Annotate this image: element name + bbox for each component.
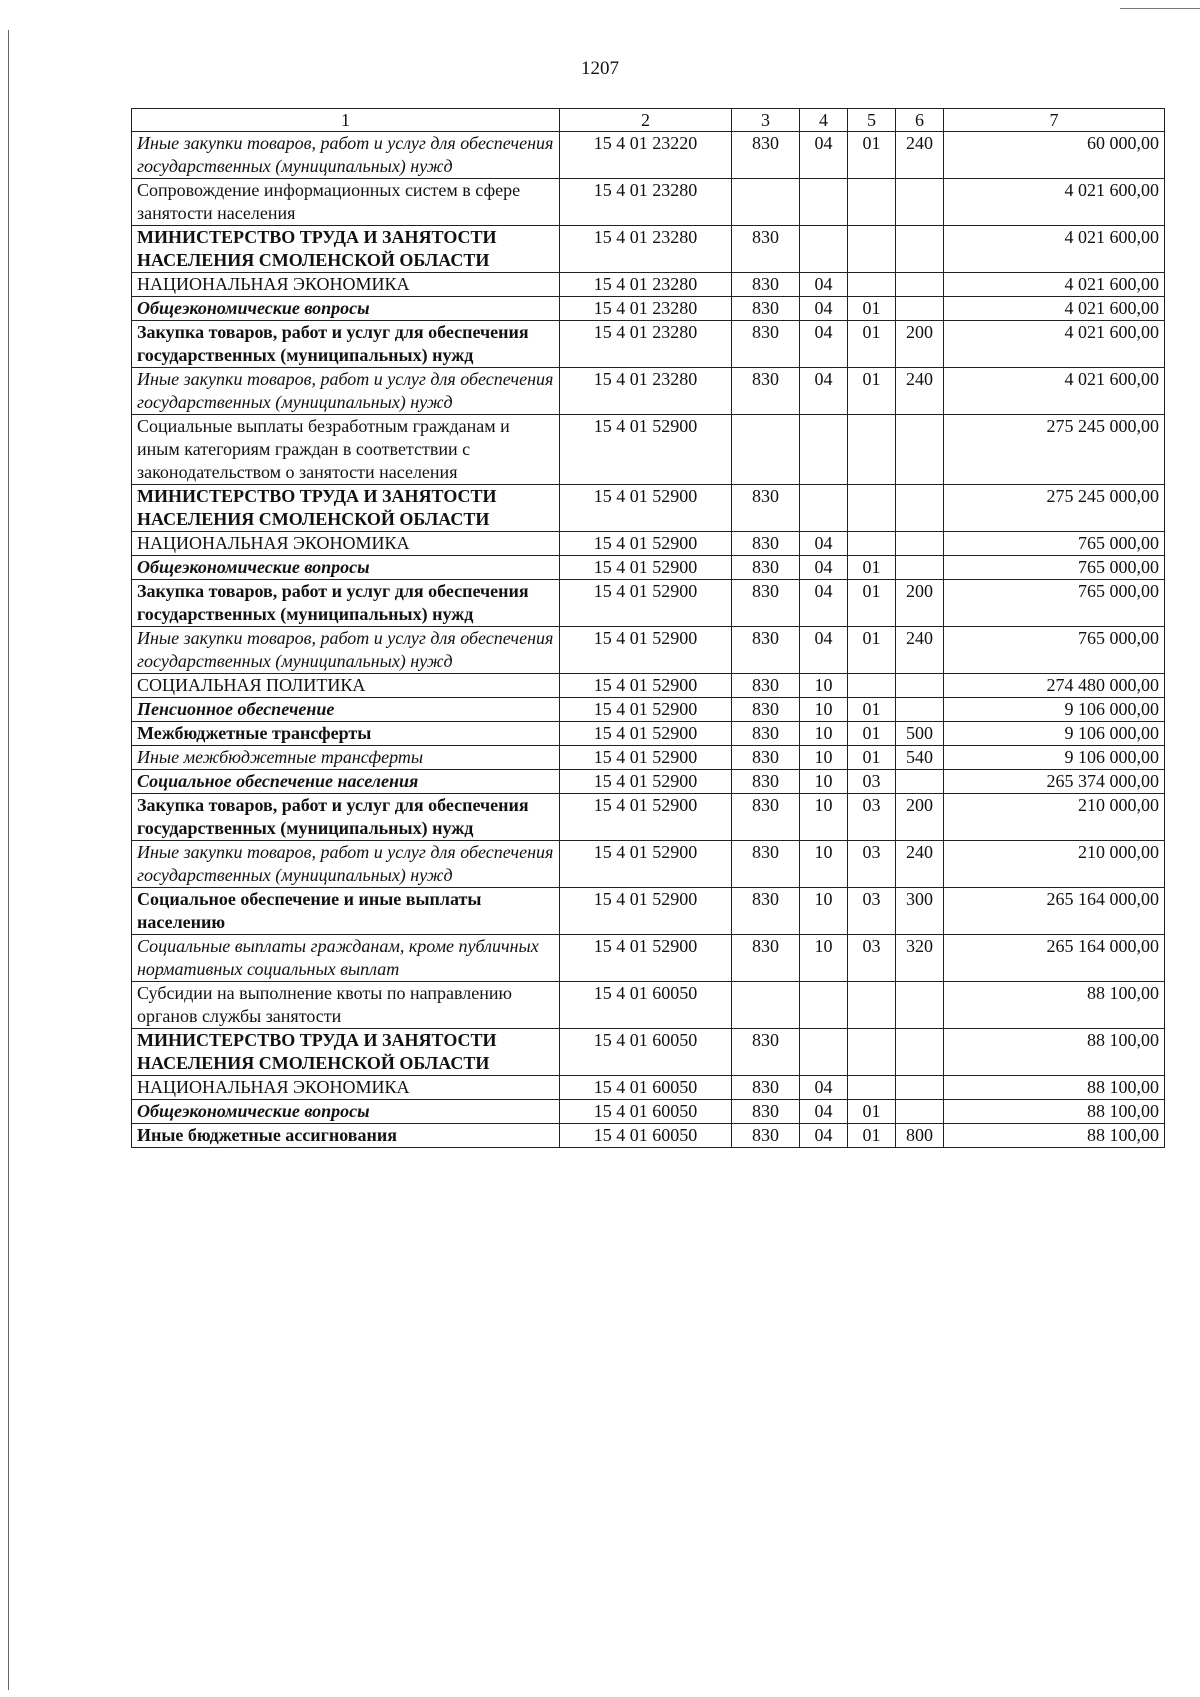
row-col6-cell: [896, 179, 944, 226]
header-col-5: 5: [848, 109, 896, 132]
row-code-cell: 15 4 01 23280: [560, 297, 732, 321]
row-code-cell: 15 4 01 60050: [560, 1100, 732, 1124]
row-col4-cell: 04: [800, 132, 848, 179]
row-col3-cell: 830: [732, 888, 800, 935]
row-col3-cell: 830: [732, 770, 800, 794]
row-name-cell: Иные бюджетные ассигнования: [132, 1124, 560, 1148]
row-col6-cell: [896, 1076, 944, 1100]
table-row: [132, 273, 1165, 297]
row-col5-cell: 01: [848, 368, 896, 415]
row-col5-cell: [848, 179, 896, 226]
table-row: [132, 368, 1165, 415]
row-col3-cell: 830: [732, 132, 800, 179]
row-col3-cell: 830: [732, 1029, 800, 1076]
table-row: [132, 794, 1165, 841]
row-amount-cell: 765 000,00: [944, 556, 1165, 580]
row-col4-cell: 10: [800, 935, 848, 982]
row-col4-cell: 10: [800, 888, 848, 935]
budget-table: [131, 108, 1165, 1148]
table-row: [132, 722, 1165, 746]
row-col3-cell: [732, 415, 800, 485]
header-col-2: 2: [560, 109, 732, 132]
table-row: [132, 297, 1165, 321]
row-col5-cell: 01: [848, 746, 896, 770]
row-col6-cell: 200: [896, 580, 944, 627]
header-col-7: 7: [944, 109, 1165, 132]
row-col5-cell: [848, 982, 896, 1029]
row-col3-cell: 830: [732, 627, 800, 674]
row-col6-cell: 300: [896, 888, 944, 935]
row-name-cell: Иные межбюджетные трансферты: [132, 746, 560, 770]
row-code-cell: 15 4 01 52900: [560, 935, 732, 982]
row-amount-cell: 88 100,00: [944, 1124, 1165, 1148]
row-code-cell: 15 4 01 52900: [560, 722, 732, 746]
row-col4-cell: 04: [800, 321, 848, 368]
row-col5-cell: 01: [848, 132, 896, 179]
row-code-cell: 15 4 01 60050: [560, 1029, 732, 1076]
row-col5-cell: [848, 415, 896, 485]
row-name-cell: МИНИСТЕРСТВО ТРУДА И ЗАНЯТОСТИ НАСЕЛЕНИЯ СМОЛЕНСКОЙ ОБЛАСТИ: [132, 226, 560, 273]
row-name-cell: Общеэкономические вопросы: [132, 556, 560, 580]
row-col3-cell: 830: [732, 368, 800, 415]
row-col3-cell: 830: [732, 580, 800, 627]
row-col5-cell: 01: [848, 698, 896, 722]
row-amount-cell: 265 374 000,00: [944, 770, 1165, 794]
row-name-cell: Социальные выплаты гражданам, кроме публичных нормативных социальных выплат: [132, 935, 560, 982]
table-row: [132, 935, 1165, 982]
row-col4-cell: 04: [800, 1100, 848, 1124]
row-name-cell: Социальное обеспечение и иные выплаты населению: [132, 888, 560, 935]
row-col4-cell: 04: [800, 532, 848, 556]
row-col6-cell: [896, 485, 944, 532]
row-code-cell: 15 4 01 52900: [560, 746, 732, 770]
row-col6-cell: 240: [896, 627, 944, 674]
table-row: [132, 888, 1165, 935]
row-col5-cell: [848, 532, 896, 556]
row-name-cell: Субсидии на выполнение квоты по направлению органов службы занятости: [132, 982, 560, 1029]
row-col3-cell: 830: [732, 698, 800, 722]
row-code-cell: 15 4 01 52900: [560, 532, 732, 556]
row-code-cell: 15 4 01 52900: [560, 794, 732, 841]
row-name-cell: Иные закупки товаров, работ и услуг для обеспечения государственных (муниципальных) нужд: [132, 627, 560, 674]
row-col4-cell: 10: [800, 841, 848, 888]
row-code-cell: 15 4 01 23220: [560, 132, 732, 179]
row-amount-cell: 88 100,00: [944, 1029, 1165, 1076]
row-name-cell: Иные закупки товаров, работ и услуг для обеспечения государственных (муниципальных) нужд: [132, 368, 560, 415]
row-code-cell: 15 4 01 52900: [560, 627, 732, 674]
row-code-cell: 15 4 01 52900: [560, 485, 732, 532]
row-col5-cell: 03: [848, 841, 896, 888]
row-col6-cell: 240: [896, 841, 944, 888]
row-col6-cell: 200: [896, 321, 944, 368]
row-col4-cell: 04: [800, 1124, 848, 1148]
row-col4-cell: 04: [800, 368, 848, 415]
row-col6-cell: [896, 297, 944, 321]
row-name-cell: Закупка товаров, работ и услуг для обеспечения государственных (муниципальных) нужд: [132, 321, 560, 368]
table-row: [132, 532, 1165, 556]
row-code-cell: 15 4 01 60050: [560, 1124, 732, 1148]
row-code-cell: 15 4 01 52900: [560, 841, 732, 888]
row-amount-cell: 4 021 600,00: [944, 226, 1165, 273]
table-row: [132, 580, 1165, 627]
row-code-cell: 15 4 01 52900: [560, 415, 732, 485]
row-amount-cell: 9 106 000,00: [944, 746, 1165, 770]
row-amount-cell: 88 100,00: [944, 1076, 1165, 1100]
table-row: [132, 1029, 1165, 1076]
row-name-cell: Социальные выплаты безработным гражданам и иным категориям граждан в соответствии с законодательством о занятости населения: [132, 415, 560, 485]
row-amount-cell: 275 245 000,00: [944, 415, 1165, 485]
row-col6-cell: [896, 532, 944, 556]
row-amount-cell: 4 021 600,00: [944, 297, 1165, 321]
table-row: [132, 770, 1165, 794]
row-col3-cell: 830: [732, 746, 800, 770]
row-name-cell: МИНИСТЕРСТВО ТРУДА И ЗАНЯТОСТИ НАСЕЛЕНИЯ СМОЛЕНСКОЙ ОБЛАСТИ: [132, 485, 560, 532]
row-col5-cell: 03: [848, 770, 896, 794]
row-col5-cell: [848, 226, 896, 273]
row-name-cell: Закупка товаров, работ и услуг для обеспечения государственных (муниципальных) нужд: [132, 794, 560, 841]
table-row: [132, 698, 1165, 722]
row-code-cell: 15 4 01 60050: [560, 1076, 732, 1100]
page-number: 1207: [581, 58, 619, 79]
row-col5-cell: 01: [848, 627, 896, 674]
row-col3-cell: 830: [732, 1124, 800, 1148]
row-amount-cell: 4 021 600,00: [944, 273, 1165, 297]
row-name-cell: Пенсионное обеспечение: [132, 698, 560, 722]
row-col5-cell: [848, 674, 896, 698]
row-col4-cell: 04: [800, 273, 848, 297]
row-col3-cell: 830: [732, 321, 800, 368]
row-amount-cell: 274 480 000,00: [944, 674, 1165, 698]
row-col6-cell: [896, 273, 944, 297]
row-col6-cell: 500: [896, 722, 944, 746]
row-col3-cell: [732, 982, 800, 1029]
header-col-1: 1: [132, 109, 560, 132]
row-col3-cell: 830: [732, 532, 800, 556]
row-name-cell: СОЦИАЛЬНАЯ ПОЛИТИКА: [132, 674, 560, 698]
table-body: [132, 132, 1165, 1148]
row-code-cell: 15 4 01 23280: [560, 226, 732, 273]
row-col5-cell: [848, 485, 896, 532]
row-col4-cell: [800, 485, 848, 532]
row-col4-cell: 04: [800, 580, 848, 627]
row-amount-cell: 4 021 600,00: [944, 368, 1165, 415]
table-row: [132, 556, 1165, 580]
row-col3-cell: [732, 179, 800, 226]
row-name-cell: Общеэкономические вопросы: [132, 1100, 560, 1124]
row-col6-cell: 240: [896, 132, 944, 179]
row-col3-cell: 830: [732, 556, 800, 580]
row-amount-cell: 210 000,00: [944, 841, 1165, 888]
row-col4-cell: [800, 179, 848, 226]
row-col5-cell: 03: [848, 888, 896, 935]
row-name-cell: НАЦИОНАЛЬНАЯ ЭКОНОМИКА: [132, 273, 560, 297]
row-col3-cell: 830: [732, 297, 800, 321]
row-amount-cell: 60 000,00: [944, 132, 1165, 179]
row-col3-cell: 830: [732, 722, 800, 746]
row-amount-cell: 88 100,00: [944, 1100, 1165, 1124]
row-col3-cell: 830: [732, 485, 800, 532]
row-col3-cell: 830: [732, 273, 800, 297]
row-name-cell: МИНИСТЕРСТВО ТРУДА И ЗАНЯТОСТИ НАСЕЛЕНИЯ СМОЛЕНСКОЙ ОБЛАСТИ: [132, 1029, 560, 1076]
table-row: [132, 132, 1165, 179]
row-code-cell: 15 4 01 23280: [560, 179, 732, 226]
row-col6-cell: [896, 1029, 944, 1076]
row-col6-cell: [896, 770, 944, 794]
row-col6-cell: 540: [896, 746, 944, 770]
row-name-cell: Закупка товаров, работ и услуг для обеспечения государственных (муниципальных) нужд: [132, 580, 560, 627]
table-row: [132, 746, 1165, 770]
row-code-cell: 15 4 01 52900: [560, 556, 732, 580]
row-col4-cell: [800, 415, 848, 485]
row-col6-cell: [896, 1100, 944, 1124]
row-code-cell: 15 4 01 52900: [560, 698, 732, 722]
row-col4-cell: 10: [800, 722, 848, 746]
row-col5-cell: [848, 273, 896, 297]
row-amount-cell: 765 000,00: [944, 532, 1165, 556]
header-col-3: 3: [732, 109, 800, 132]
table-row: [132, 982, 1165, 1029]
row-amount-cell: 4 021 600,00: [944, 179, 1165, 226]
row-col6-cell: 800: [896, 1124, 944, 1148]
row-col5-cell: 03: [848, 794, 896, 841]
scan-left-edge-line: [8, 30, 9, 1690]
table-header-row: [132, 109, 1165, 132]
row-col4-cell: [800, 226, 848, 273]
row-col3-cell: 830: [732, 935, 800, 982]
header-col-4: 4: [800, 109, 848, 132]
row-code-cell: 15 4 01 52900: [560, 888, 732, 935]
row-col4-cell: 10: [800, 746, 848, 770]
row-col4-cell: 10: [800, 698, 848, 722]
row-name-cell: НАЦИОНАЛЬНАЯ ЭКОНОМИКА: [132, 1076, 560, 1100]
table-row: [132, 1124, 1165, 1148]
row-col6-cell: 320: [896, 935, 944, 982]
row-col5-cell: [848, 1076, 896, 1100]
row-name-cell: Межбюджетные трансферты: [132, 722, 560, 746]
row-amount-cell: 265 164 000,00: [944, 888, 1165, 935]
row-amount-cell: 9 106 000,00: [944, 698, 1165, 722]
row-col5-cell: 01: [848, 1124, 896, 1148]
row-col5-cell: 01: [848, 580, 896, 627]
row-amount-cell: 88 100,00: [944, 982, 1165, 1029]
row-col5-cell: 03: [848, 935, 896, 982]
row-amount-cell: 9 106 000,00: [944, 722, 1165, 746]
row-code-cell: 15 4 01 60050: [560, 982, 732, 1029]
row-col3-cell: 830: [732, 1076, 800, 1100]
row-name-cell: Социальное обеспечение населения: [132, 770, 560, 794]
table-row: [132, 674, 1165, 698]
row-col4-cell: 10: [800, 770, 848, 794]
row-amount-cell: 265 164 000,00: [944, 935, 1165, 982]
row-col5-cell: 01: [848, 321, 896, 368]
row-code-cell: 15 4 01 52900: [560, 580, 732, 627]
table-row: [132, 627, 1165, 674]
table-row: [132, 1100, 1165, 1124]
row-col6-cell: 200: [896, 794, 944, 841]
row-col5-cell: 01: [848, 1100, 896, 1124]
row-col3-cell: 830: [732, 1100, 800, 1124]
row-col4-cell: 04: [800, 556, 848, 580]
row-col5-cell: 01: [848, 722, 896, 746]
row-col3-cell: 830: [732, 674, 800, 698]
row-col6-cell: 240: [896, 368, 944, 415]
row-name-cell: Общеэкономические вопросы: [132, 297, 560, 321]
row-col4-cell: 04: [800, 627, 848, 674]
row-name-cell: НАЦИОНАЛЬНАЯ ЭКОНОМИКА: [132, 532, 560, 556]
row-col4-cell: 10: [800, 794, 848, 841]
row-col5-cell: 01: [848, 297, 896, 321]
scan-top-edge-line: [1120, 8, 1200, 9]
table-row: [132, 179, 1165, 226]
row-code-cell: 15 4 01 52900: [560, 770, 732, 794]
table-row: [132, 485, 1165, 532]
row-code-cell: 15 4 01 23280: [560, 321, 732, 368]
row-name-cell: Иные закупки товаров, работ и услуг для обеспечения государственных (муниципальных) нужд: [132, 132, 560, 179]
row-code-cell: 15 4 01 52900: [560, 674, 732, 698]
row-col6-cell: [896, 698, 944, 722]
table-row: [132, 321, 1165, 368]
table-row: [132, 415, 1165, 485]
table-row: [132, 1076, 1165, 1100]
row-col6-cell: [896, 415, 944, 485]
row-col4-cell: 04: [800, 297, 848, 321]
row-amount-cell: 765 000,00: [944, 627, 1165, 674]
row-name-cell: Иные закупки товаров, работ и услуг для обеспечения государственных (муниципальных) нужд: [132, 841, 560, 888]
row-col3-cell: 830: [732, 226, 800, 273]
header-col-6: 6: [896, 109, 944, 132]
table-row: [132, 841, 1165, 888]
row-col4-cell: 04: [800, 1076, 848, 1100]
row-amount-cell: 210 000,00: [944, 794, 1165, 841]
row-col4-cell: [800, 1029, 848, 1076]
row-col6-cell: [896, 226, 944, 273]
row-col5-cell: [848, 1029, 896, 1076]
row-col6-cell: [896, 556, 944, 580]
row-name-cell: Сопровождение информационных систем в сфере занятости населения: [132, 179, 560, 226]
row-col4-cell: [800, 982, 848, 1029]
row-col3-cell: 830: [732, 794, 800, 841]
row-amount-cell: 275 245 000,00: [944, 485, 1165, 532]
row-amount-cell: 765 000,00: [944, 580, 1165, 627]
row-col5-cell: 01: [848, 556, 896, 580]
row-col6-cell: [896, 674, 944, 698]
row-col3-cell: 830: [732, 841, 800, 888]
table-row: [132, 226, 1165, 273]
row-amount-cell: 4 021 600,00: [944, 321, 1165, 368]
row-col4-cell: 10: [800, 674, 848, 698]
row-code-cell: 15 4 01 23280: [560, 273, 732, 297]
row-code-cell: 15 4 01 23280: [560, 368, 732, 415]
row-col6-cell: [896, 982, 944, 1029]
